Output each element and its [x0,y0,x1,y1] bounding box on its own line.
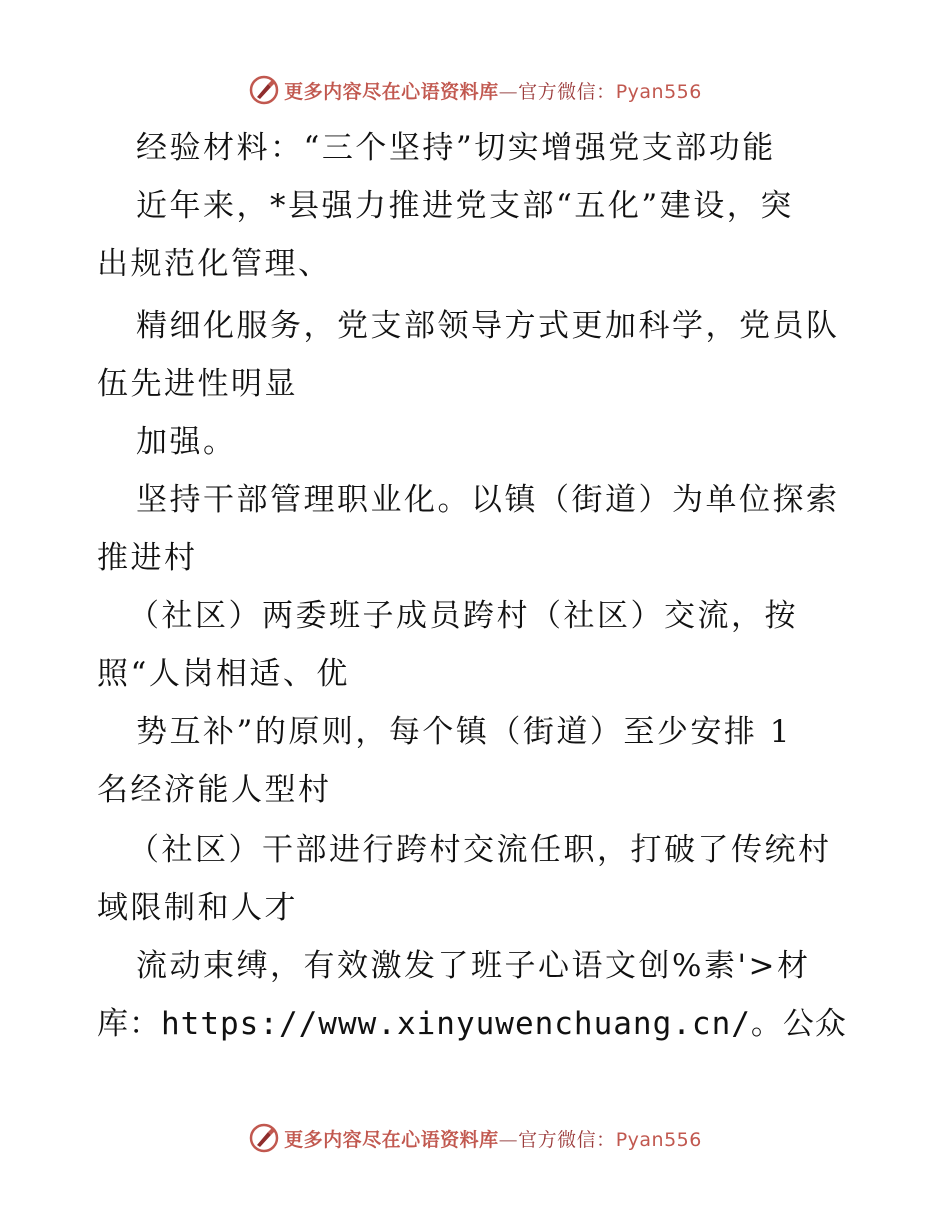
footer-separator: — [498,1128,519,1151]
doc-line: 伍先进性明显 [97,366,298,402]
doc-line: 势互补”的原则，每个镇（街道）至少安排 1 [136,714,792,750]
page-footer [0,1118,950,1158]
doc-line: 推进村 [97,540,198,576]
doc-line: 坚持干部管理职业化。以镇（街道）为单位探索 [136,482,840,518]
header-wechat-id: Pyan556 [615,80,702,103]
doc-line: （社区）干部进行跨村交流任职，打破了传统村 [128,832,832,868]
doc-line: 流动束缚，有效激发了班子心语文创%素'>材 [136,948,811,984]
doc-line: 出规范化管理、 [97,246,332,282]
doc-line: 域限制和人才 [97,890,298,926]
footer-wechat-label: 官方微信： [518,1128,616,1151]
pen-logo-icon [248,1122,280,1154]
doc-line: 精细化服务，党支部领导方式更加科学，党员队 [136,308,840,344]
doc-title: 经验材料：“三个坚持”切实增强党支部功能 [136,130,776,166]
doc-line: （社区）两委班子成员跨村（社区）交流，按 [128,598,798,634]
footer-wechat-id: Pyan556 [615,1128,702,1151]
doc-line: 加强。 [136,424,237,460]
page-header [0,70,950,110]
header-separator: — [498,80,519,103]
pen-logo-icon [248,74,280,106]
header-brand [284,77,702,104]
footer-brand-text: 更多内容尽在心语资料库 [284,1128,499,1151]
doc-line: 近年来，*县强力推进党支部“五化”建设，突 [136,188,794,224]
header-brand-text: 更多内容尽在心语资料库 [284,80,499,103]
doc-line-url: 库：https://www.xinyuwenchuang.cn/。公众 [97,1006,847,1042]
doc-line: 名经济能人型村 [97,772,332,808]
footer-brand [284,1125,702,1152]
header-wechat-label: 官方微信： [518,80,616,103]
doc-line: 照“人岗相适、优 [97,656,350,692]
